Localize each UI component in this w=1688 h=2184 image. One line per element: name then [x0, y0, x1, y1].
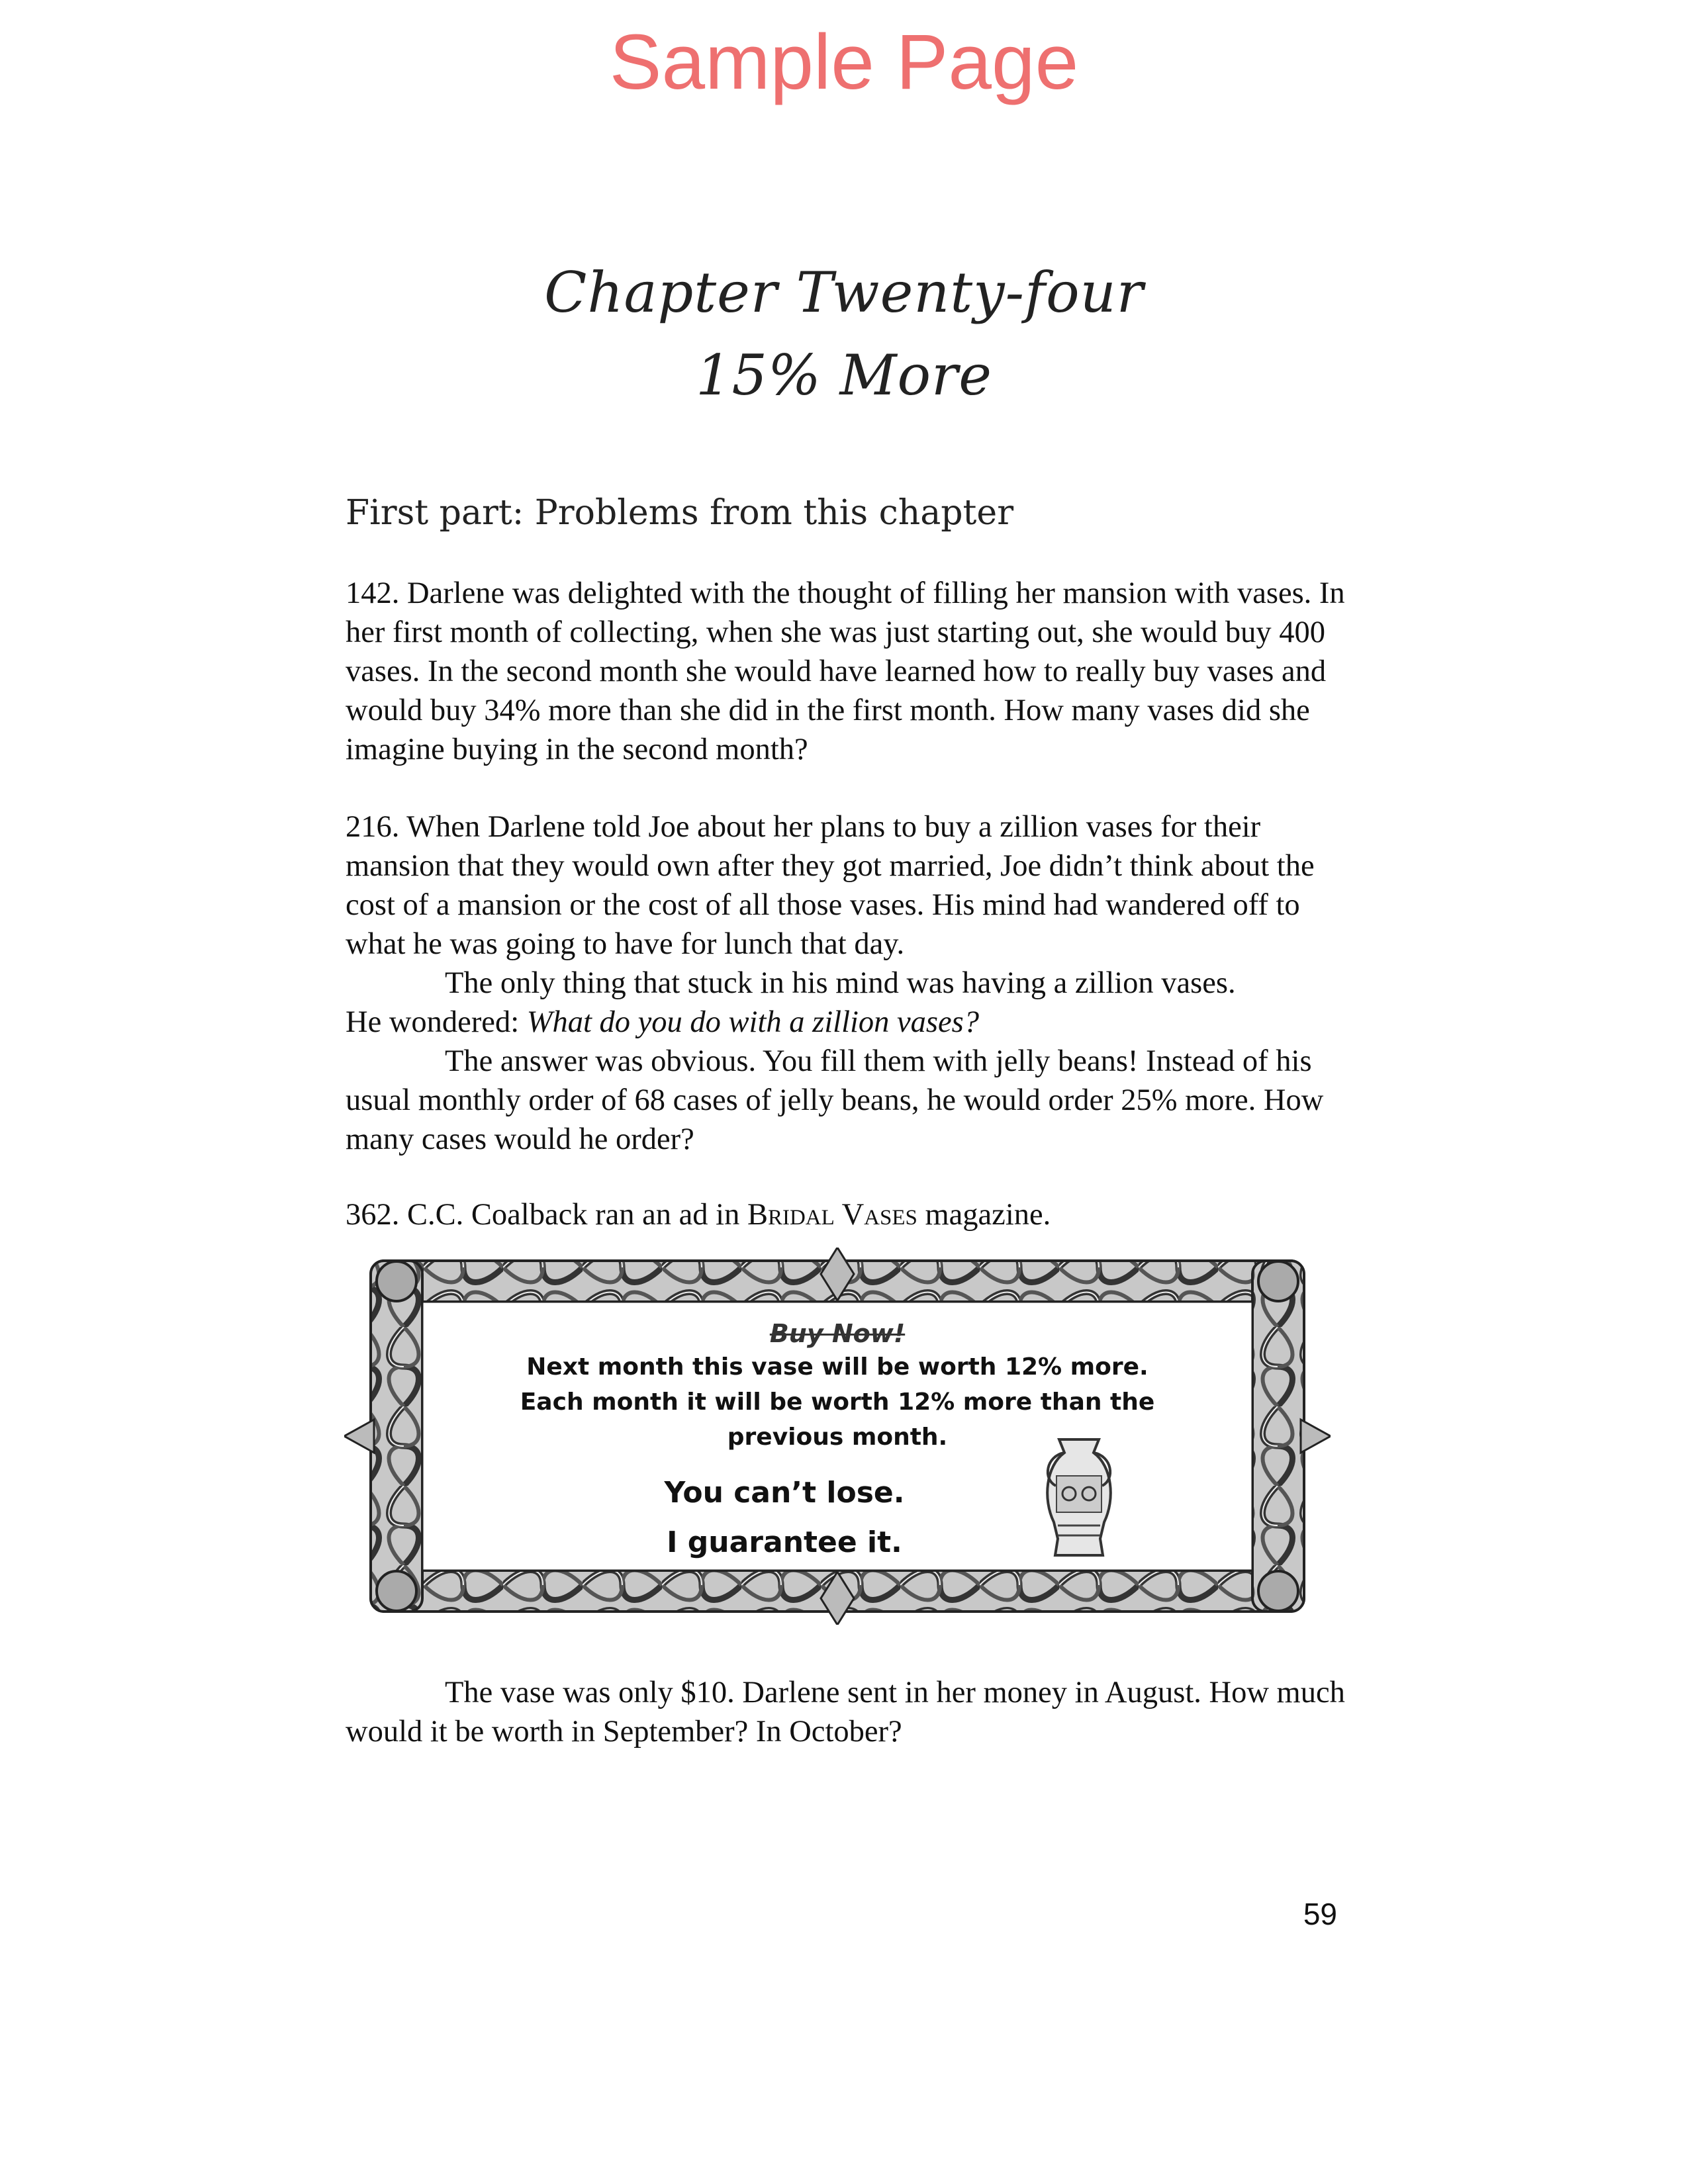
watermark: Sample Page	[609, 19, 1079, 106]
ad-line-4: You can’t lose.	[664, 1476, 905, 1510]
problem-216	[346, 807, 1352, 1159]
problem-142-text: 142. Darlene was delighted with the thought of filling her mansion with vases. In her first month of collecting, when she was just starting out, she would buy 400 vases. In the second month she would have learned how to really buy vases and would buy 34% more than she did in the first month. How many vases did she imagine buying in the second month?	[346, 576, 1345, 766]
ad-line-5: I guarantee it.	[667, 1525, 902, 1559]
advertisement	[344, 1248, 1331, 1625]
problem-362-lead: 362. C.C. Coalback ran an ad in	[346, 1198, 747, 1232]
problem-362-intro	[346, 1195, 1352, 1234]
section-heading: First part: Problems from this chapter	[346, 493, 1014, 533]
problem-216-para1: 216. When Darlene told Joe about her plans to buy a zillion vases for their mansion that they would own after they got married, Joe didn’t think about the cost of a mansion or the cost of all those vases. His mind had wandered off to what he was going to have for lunch that day.	[346, 810, 1315, 961]
problem-216-para2b	[346, 1003, 1352, 1042]
problem-216-wonder-lead: He wondered:	[346, 1005, 527, 1039]
problem-362-trail: magazine.	[917, 1198, 1051, 1232]
chapter-subtitle: 15% More	[696, 343, 992, 408]
ad-line-1: Next month this vase will be worth 12% more.	[526, 1353, 1149, 1381]
problem-362-lead-line	[346, 1195, 1352, 1234]
ad-headline: Buy Now!	[769, 1319, 906, 1348]
problem-362-followup	[346, 1673, 1352, 1751]
magazine-name: Bridal Vases	[747, 1198, 917, 1232]
ad-line-3: previous month.	[727, 1424, 948, 1451]
problem-362-followup-text: The vase was only $10. Darlene sent in her money in August. How much would it be worth in September? In October?	[346, 1676, 1345, 1749]
problem-216-wonder-question: What do you do with a zillion vases?	[526, 1005, 979, 1039]
ad-line-2: Each month it will be worth 12% more than the	[520, 1388, 1155, 1416]
problem-142	[346, 574, 1352, 769]
page-number: 59	[1303, 1897, 1337, 1931]
problem-216-para2: The only thing that stuck in his mind was having a zillion vases.	[445, 966, 1236, 1000]
chapter-title: Chapter Twenty-four	[544, 260, 1144, 325]
problem-216-para3: The answer was obvious. You fill them with jelly beans! Instead of his usual monthly order of 68 cases of jelly beans, he would order 25% more. How many cases would he order?	[346, 1044, 1324, 1156]
